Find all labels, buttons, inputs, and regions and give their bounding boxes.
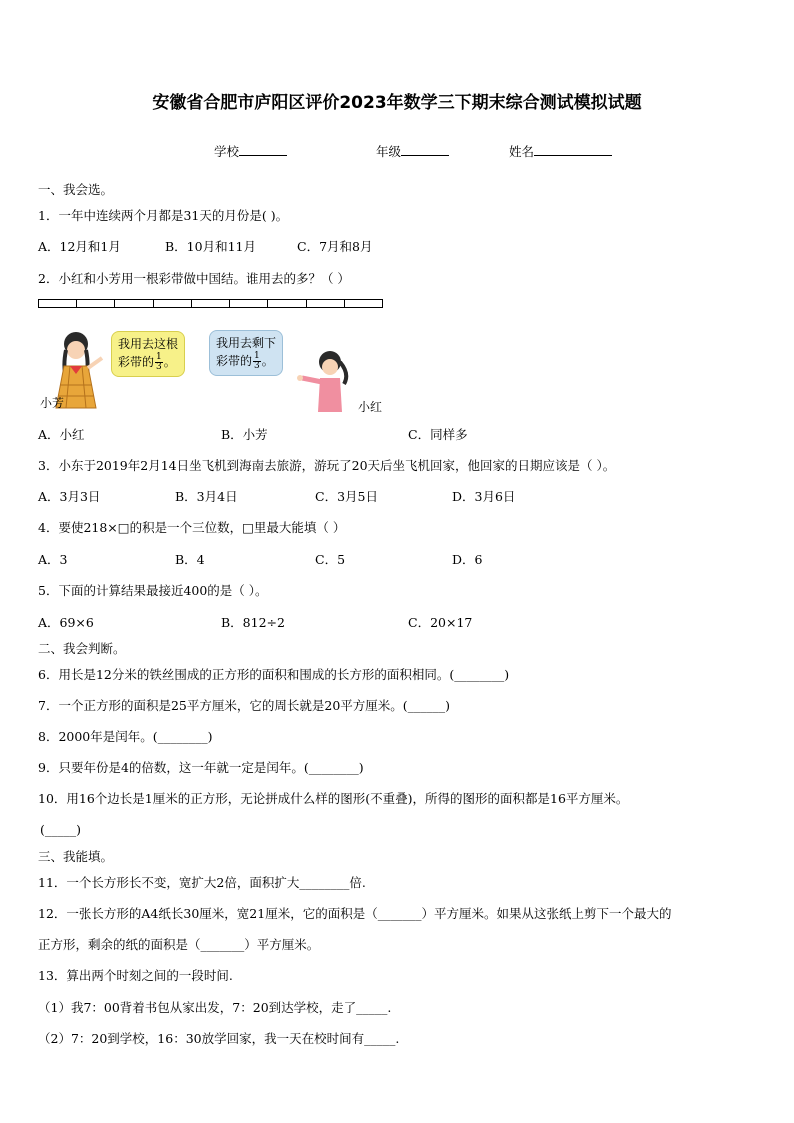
xiaohong-speech-bubble: 我用去剩下 彩带的 $\frac{1}{3}$ 。: [209, 330, 283, 376]
q3-option-d: D．3月6日: [452, 489, 516, 504]
q4-option-a: A．3: [38, 552, 68, 567]
fraction-one-third: $\frac{1}{3}$: [254, 351, 260, 371]
question-11: 11．一个长方形长不变，宽扩大2倍，面积扩大________倍.: [38, 875, 366, 890]
section-heading-fill: 三、我能填。: [38, 849, 114, 864]
school-label: 学校: [214, 144, 240, 159]
name-label: 姓名: [509, 144, 535, 159]
fraction-one-third: $\frac{1}{3}$: [156, 352, 162, 372]
grade-label: 年级: [376, 144, 402, 159]
question-6: 6．用长是12分米的铁丝围成的正方形的面积和围成的长方形的面积相同。(________): [38, 667, 510, 682]
grade-field: [376, 142, 449, 160]
q3-option-a: A．3月3日: [38, 489, 101, 504]
question-10: 10．用16个边长是1厘米的正方形，无论拼成什么样的图形(不重叠)，所得的图形的面积都是16平方厘米。: [38, 791, 629, 806]
q13-part-2: （2）7：20到学校，16：30放学回家，我一天在校时间有_____.: [38, 1031, 400, 1046]
question-2: 2．小红和小芳用一根彩带做中国结。谁用去的多？（ ）: [38, 271, 350, 286]
q5-option-c: C．20×17: [408, 615, 473, 630]
q2-option-c: C．同样多: [408, 427, 468, 442]
name-blank[interactable]: [534, 143, 612, 156]
q13-part-1: （1）我7：00背着书包从家出发，7：20到达学校，走了_____.: [38, 1000, 392, 1015]
q10-answer-blank: (_____): [40, 822, 82, 837]
q2-option-b: B．小芳: [221, 427, 268, 442]
question-3: 3．小东于2019年2月14日坐飞机到海南去旅游，游玩了20天后坐飞机回家，他回家的日期应该是（ ）。: [38, 458, 616, 473]
q5-option-a: A．69×6: [38, 615, 94, 630]
q4-option-c: C．5: [315, 552, 346, 567]
question-9: 9．只要年份是4的倍数，这一年就一定是闰年。(________): [38, 760, 364, 775]
question-4: 4．要使218×□的积是一个三位数，□里最大能填（ ）: [38, 520, 346, 535]
q5-option-b: B．812÷2: [221, 615, 285, 630]
question-7: 7．一个正方形的面积是25平方厘米，它的周长就是20平方厘米。(______): [38, 698, 451, 713]
xiaohong-speech-line2: 彩带的: [216, 354, 253, 368]
q4-option-b: B．4: [175, 552, 205, 567]
grade-blank[interactable]: [401, 143, 449, 156]
section-heading-choice: 一、我会选。: [38, 182, 114, 197]
question-8: 8．2000年是闰年。(________): [38, 729, 213, 744]
q3-option-b: B．3月4日: [175, 489, 238, 504]
question-1: 1．一年中连续两个月都是31天的月份是( )。: [38, 208, 289, 223]
question-12-line1: 12．一张长方形的A4纸长30厘米，宽21厘米，它的面积是（_______）平方厘米。如果从这张纸上剪下一个最大的: [38, 906, 672, 921]
xiaohong-speech-line1: 我用去剩下: [216, 336, 277, 350]
question-12-line2: 正方形，剩余的纸的面积是（_______）平方厘米。: [38, 937, 320, 952]
name-field: [509, 142, 612, 160]
q1-option-a: A．12月和1月: [38, 239, 121, 254]
school-field: [214, 142, 287, 160]
q2-option-a: A．小红: [38, 427, 85, 442]
q3-option-c: C．3月5日: [315, 489, 378, 504]
ribbon-strip: [38, 299, 383, 308]
xiaofang-speech-line1: 我用去这根: [118, 337, 179, 351]
section-heading-judge: 二、我会判断。: [38, 641, 126, 656]
q4-option-d: D．6: [452, 552, 483, 567]
xiaofang-label: 小芳: [40, 396, 65, 410]
school-blank[interactable]: [239, 143, 287, 156]
q1-option-b: B．10月和11月: [165, 239, 256, 254]
xiaohong-label: 小红: [358, 400, 383, 414]
question-5: 5．下面的计算结果最接近400的是（ ）。: [38, 583, 268, 598]
q1-option-c: C．7月和8月: [297, 239, 373, 254]
xiaohong-figure: [290, 350, 360, 414]
question-13: 13．算出两个时刻之间的一段时间.: [38, 968, 233, 983]
page-title: 安徽省合肥市庐阳区评价2023年数学三下期末综合测试模拟试题: [152, 93, 642, 113]
xiaofang-speech-bubble: 我用去这根 彩带的 $\frac{1}{3}$ 。: [111, 331, 185, 377]
xiaofang-speech-line2: 彩带的: [118, 355, 155, 369]
